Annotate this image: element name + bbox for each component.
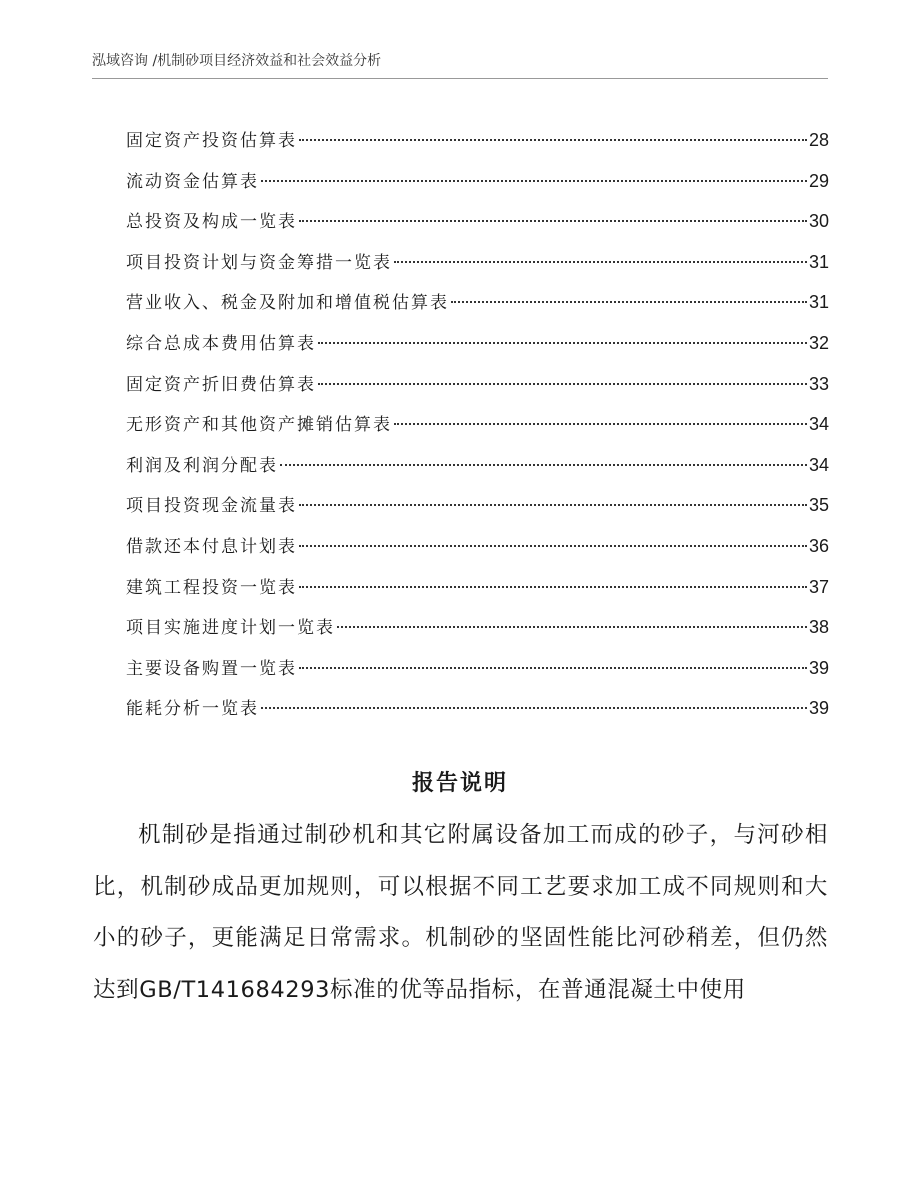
table-of-contents: [126, 120, 829, 729]
toc-entry[interactable]: [126, 567, 829, 608]
toc-entry-title: 流动资金估算表: [126, 171, 259, 192]
report-description-paragraph: 机制砂是指通过制砂机和其它附属设备加工而成的砂子，与河砂相比，机制砂成品更加规则，可以根据不同工艺要求加工成不同规则和大小的砂子，更能满足日常需求。机制砂的坚固性能比河砂稍差，但仍然达到GB/T141684293标准的优等品指标，在普通混凝土中使用: [93, 822, 828, 1003]
toc-entry[interactable]: [126, 323, 829, 364]
toc-entry-title: 项目实施进度计划一览表: [126, 618, 335, 639]
toc-entry-page: 31: [808, 251, 829, 272]
toc-entry-title: 无形资产和其他资产摊销估算表: [126, 415, 392, 436]
toc-entry-page: 39: [808, 698, 829, 719]
toc-dot-leader: [337, 626, 807, 628]
toc-dot-leader: [299, 667, 807, 669]
toc-entry-title: 项目投资现金流量表: [126, 496, 297, 517]
toc-dot-leader: [299, 220, 807, 222]
toc-entry-page: 39: [808, 657, 829, 678]
toc-dot-leader: [318, 342, 807, 344]
toc-entry[interactable]: [126, 688, 829, 729]
toc-entry[interactable]: [126, 282, 829, 323]
toc-dot-leader: [299, 139, 807, 141]
toc-entry-page: 35: [808, 495, 829, 516]
toc-entry[interactable]: [126, 242, 829, 283]
toc-entry-page: 31: [808, 292, 829, 313]
toc-entry[interactable]: [126, 201, 829, 242]
toc-entry-page: 36: [808, 535, 829, 556]
toc-entry-page: 28: [808, 130, 829, 150]
toc-entry[interactable]: [126, 648, 829, 689]
toc-entry-title: 利润及利润分配表: [126, 455, 278, 476]
toc-dot-leader: [280, 464, 807, 466]
section-title: 报告说明: [411, 771, 508, 796]
toc-entry-page: 38: [808, 617, 829, 638]
toc-entry-page: 29: [808, 170, 829, 191]
toc-dot-leader: [261, 180, 807, 182]
toc-entry-title: 借款还本付息计划表: [126, 536, 297, 557]
toc-dot-leader: [299, 586, 807, 588]
toc-entry[interactable]: [126, 526, 829, 567]
toc-entry-title: 营业收入、税金及附加和增值税估算表: [126, 293, 449, 314]
toc-entry-page: 34: [808, 454, 829, 475]
toc-entry-page: 37: [808, 576, 829, 597]
page-header: 泓域咨询 /机制砂项目经济效益和社会效益分析: [92, 52, 828, 79]
toc-entry-title: 能耗分析一览表: [126, 699, 259, 720]
toc-entry-title: 综合总成本费用估算表: [126, 333, 316, 354]
toc-entry[interactable]: [126, 161, 829, 202]
toc-dot-leader: [261, 707, 807, 709]
toc-entry-title: 建筑工程投资一览表: [126, 577, 297, 598]
toc-dot-leader: [318, 383, 807, 385]
toc-entry-title: 固定资产投资估算表: [126, 131, 297, 151]
toc-entry[interactable]: [126, 485, 829, 526]
toc-dot-leader: [394, 423, 807, 425]
toc-entry-title: 主要设备购置一览表: [126, 658, 297, 679]
toc-entry-page: 30: [808, 211, 829, 232]
toc-entry[interactable]: [126, 445, 829, 486]
toc-entry-page: 34: [808, 414, 829, 435]
toc-dot-leader: [394, 261, 807, 263]
toc-dot-leader: [299, 545, 807, 547]
toc-entry[interactable]: [126, 120, 829, 161]
toc-entry-page: 32: [808, 332, 829, 353]
toc-entry[interactable]: [126, 364, 829, 405]
toc-entry-title: 固定资产折旧费估算表: [126, 374, 316, 395]
toc-entry-title: 总投资及构成一览表: [126, 212, 297, 233]
toc-entry[interactable]: [126, 607, 829, 648]
toc-entry-title: 项目投资计划与资金筹措一览表: [126, 252, 392, 273]
toc-dot-leader: [299, 504, 807, 506]
toc-entry[interactable]: [126, 404, 829, 445]
toc-entry-page: 33: [808, 373, 829, 394]
toc-dot-leader: [451, 301, 807, 303]
